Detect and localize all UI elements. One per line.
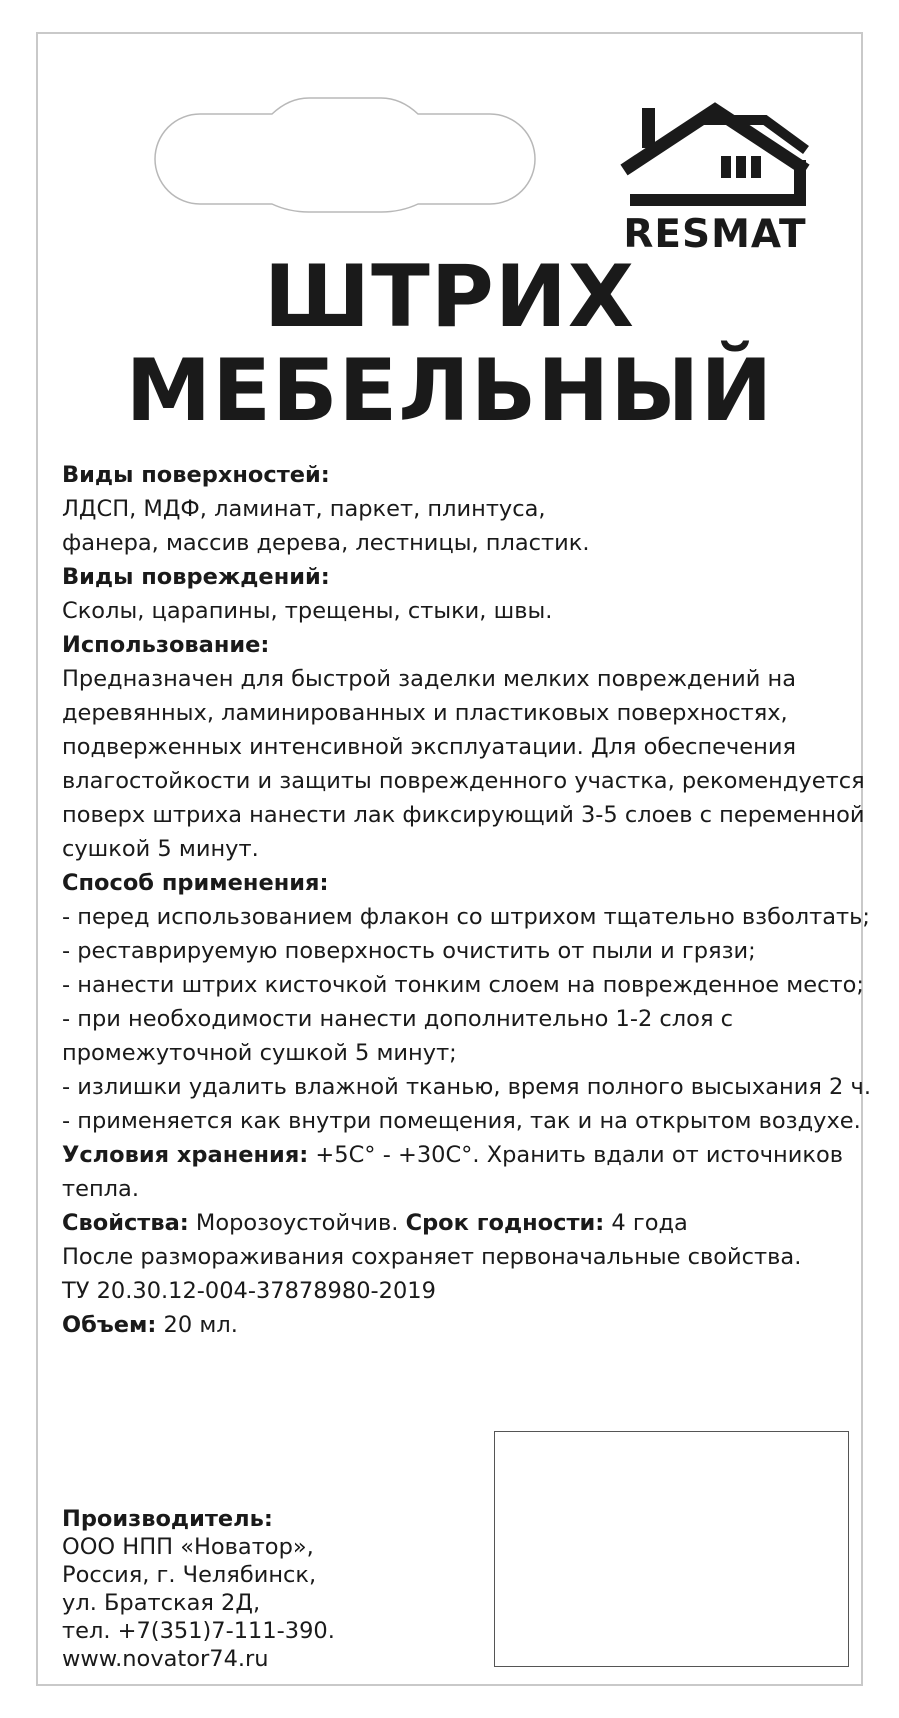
house-roof-icon	[620, 100, 810, 208]
properties-line2: После размораживания сохраняет первоначальные свойства.	[62, 1244, 802, 1270]
product-title-line2: МЕБЕЛЬНЫЙ	[125, 341, 774, 441]
manufacturer-line: тел. +7(351)7-111-390.	[62, 1618, 335, 1644]
brand-name: RESMAT	[623, 212, 807, 257]
volume-value: 20 мл.	[156, 1312, 238, 1338]
method-line: - при необходимости нанести дополнительно 1-2 слоя с	[62, 1006, 734, 1032]
blank-box	[494, 1431, 849, 1667]
manufacturer-block	[62, 1505, 335, 1673]
method-heading: Способ применения:	[62, 870, 329, 896]
method-line: - реставрируемую поверхность очистить от пыли и грязи;	[62, 938, 756, 964]
storage-label: Условия хранения:	[62, 1142, 309, 1168]
standard-code: ТУ 20.30.12-004-37878980-2019	[62, 1278, 436, 1304]
product-title	[0, 247, 899, 441]
usage-heading: Использование:	[62, 632, 270, 658]
manufacturer-heading: Производитель:	[62, 1506, 273, 1532]
usage-line: влагостойкости и защиты поврежденного участка, рекомендуется	[62, 768, 865, 794]
manufacturer-website: www.novator74.ru	[62, 1646, 269, 1672]
method-line: - нанести штрих кисточкой тонким слоем на поврежденное место;	[62, 972, 864, 998]
manufacturer-line: ул. Братская 2Д,	[62, 1590, 261, 1616]
properties-line	[62, 1206, 862, 1240]
manufacturer-line: Россия, г. Челябинск,	[62, 1562, 317, 1588]
usage-line: сушкой 5 минут.	[62, 836, 259, 862]
volume-label: Объем:	[62, 1312, 157, 1338]
surfaces-line: фанера, массив дерева, лестницы, пластик.	[62, 530, 590, 556]
method-line: - перед использованием флакон со штрихом тщательно взболтать;	[62, 904, 870, 930]
storage-line	[62, 1138, 862, 1172]
properties-label: Свойства:	[62, 1210, 189, 1236]
method-line: - излишки удалить влажной тканью, время полного высыхания 2 ч.	[62, 1074, 871, 1100]
usage-line: подверженных интенсивной эксплуатации. Для обеспечения	[62, 734, 797, 760]
brand-logo	[620, 100, 810, 257]
usage-line: Предназначен для быстрой заделки мелких повреждений на	[62, 666, 797, 692]
usage-line: поверх штриха нанести лак фиксирующий 3-5 слоев с переменной	[62, 802, 865, 828]
storage-value: +5С° - +30С°. Хранить вдали от источников	[308, 1142, 843, 1168]
storage-line2: тепла.	[62, 1176, 139, 1202]
shelf-life-value: 4 года	[604, 1210, 688, 1236]
volume-line	[62, 1308, 862, 1342]
method-line: - применяется как внутри помещения, так и на открытом воздухе.	[62, 1108, 861, 1134]
hang-hole-shape	[154, 96, 536, 214]
method-line: промежуточной сушкой 5 минут;	[62, 1040, 457, 1066]
properties-value: Морозоустойчив.	[188, 1210, 406, 1236]
manufacturer-line: ООО НПП «Новатор»,	[62, 1534, 314, 1560]
usage-line: деревянных, ламинированных и пластиковых поверхностях,	[62, 700, 788, 726]
surfaces-line: ЛДСП, МДФ, ламинат, паркет, плинтуса,	[62, 496, 546, 522]
surfaces-heading: Виды поверхностей:	[62, 462, 330, 488]
product-description	[62, 458, 871, 1342]
product-title-line1: ШТРИХ	[263, 247, 636, 347]
damage-line: Сколы, царапины, трещены, стыки, швы.	[62, 598, 553, 624]
shelf-life-label: Срок годности:	[405, 1210, 605, 1236]
damage-heading: Виды повреждений:	[62, 564, 330, 590]
